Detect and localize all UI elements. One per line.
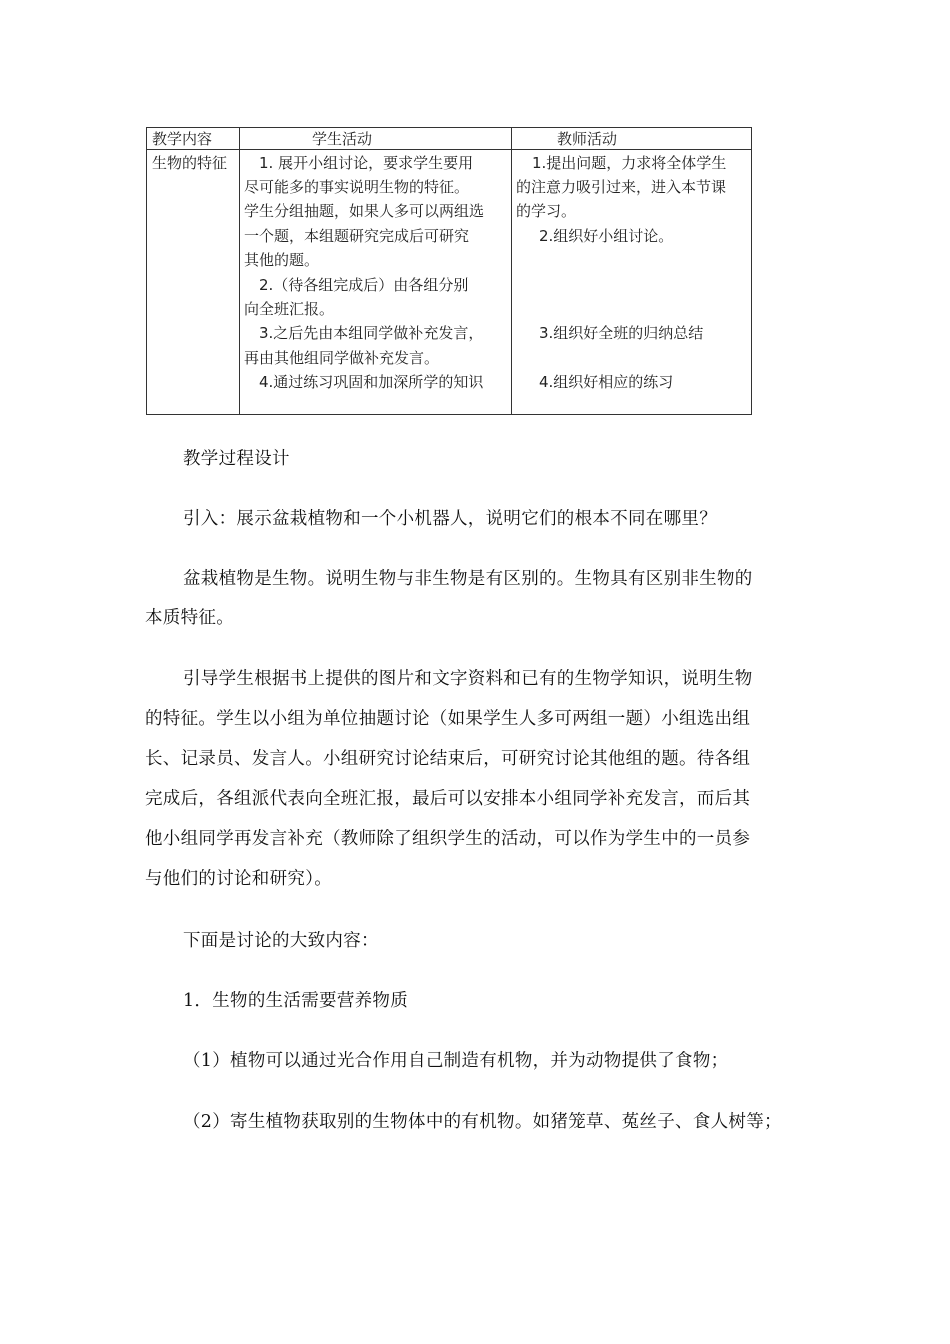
column-divider	[239, 128, 240, 414]
paragraph-line: 引导学生根据书上提供的图片和文字资料和已有的生物学知识，说明生物	[183, 669, 753, 689]
student-line: 3.之后先由本组同学做补充发言，	[259, 324, 484, 342]
teacher-line: 的学习。	[516, 202, 577, 220]
paragraph-line: 本质特征。	[145, 608, 234, 628]
paragraph-line: 盆栽植物是生物。说明生物与非生物是有区别的。生物具有区别非生物的	[183, 569, 753, 589]
section-title: 教学过程设计	[183, 449, 290, 469]
intro-paragraph: 引入：展示盆栽植物和一个小机器人，说明它们的根本不同在哪里？	[183, 509, 717, 529]
header-teacher: 教师活动	[557, 130, 618, 148]
teacher-line: 4.组织好相应的练习	[539, 373, 674, 391]
student-line: 学生分组抽题，如果人多可以两组选	[244, 202, 485, 220]
lesson-table	[146, 127, 752, 415]
list-subitem: （1）植物可以通过光合作用自己制造有机物，并为动物提供了食物；	[183, 1051, 729, 1071]
teacher-line: 2.组织好小组讨论。	[539, 227, 674, 245]
student-line: 1. 展开小组讨论，要求学生要用	[259, 154, 474, 172]
student-line: 尽可能多的事实说明生物的特征。	[244, 178, 470, 196]
student-line: 2.（待各组完成后）由各组分别	[259, 276, 469, 294]
header-content: 教学内容	[152, 130, 213, 148]
teacher-line: 1.提出问题，力求将全体学生	[532, 154, 727, 172]
column-divider	[511, 128, 512, 414]
discussion-intro: 下面是讨论的大致内容：	[183, 931, 379, 951]
student-line: 向全班汇报。	[244, 300, 335, 318]
paragraph-line: 他小组同学再发言补充（教师除了组织学生的活动，可以作为学生中的一员参	[145, 829, 751, 849]
student-line: 再由其他组同学做补充发言。	[244, 349, 440, 367]
paragraph-line: 完成后，各组派代表向全班汇报，最后可以安排本小组同学补充发言，而后其	[145, 789, 751, 809]
paragraph-line: 与他们的讨论和研究）。	[145, 869, 333, 889]
list-item-heading: 1．生物的生活需要营养物质	[183, 991, 409, 1011]
student-line: 其他的题。	[244, 251, 320, 269]
header-divider	[147, 149, 751, 150]
paragraph-line: 长、记录员、发言人。小组研究讨论结束后，可研究讨论其他组的题。待各组	[145, 749, 751, 769]
student-line: 一个题，本组题研究完成后可研究	[244, 227, 470, 245]
teacher-line: 3.组织好全班的归纳总结	[539, 324, 704, 342]
list-subitem: （2）寄生植物获取别的生物体中的有机物。如猪笼草、菟丝子、食人树等；	[183, 1112, 782, 1132]
student-line: 4.通过练习巩固和加深所学的知识	[259, 373, 484, 391]
teacher-line: 的注意力吸引过来，进入本节课	[516, 178, 727, 196]
paragraph-line: 的特征。学生以小组为单位抽题讨论（如果学生人多可两组一题）小组选出组	[145, 709, 751, 729]
header-student: 学生活动	[312, 130, 373, 148]
topic-cell: 生物的特征	[152, 154, 228, 172]
